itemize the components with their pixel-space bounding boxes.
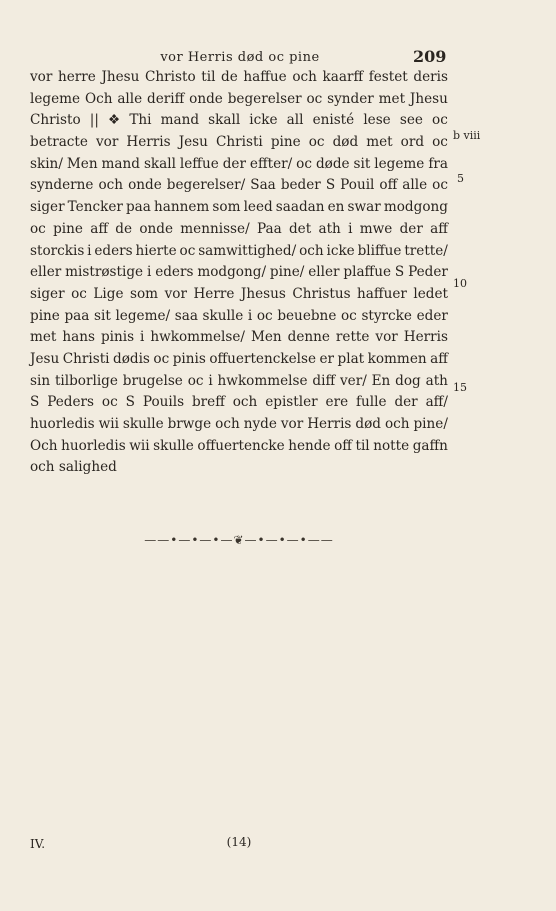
text-line: pine paa sit legeme/ saa skulle i oc beuebne oc styrcke eder [30,307,448,324]
folio-number: (14) [226,835,252,849]
line-number-10: 10 [453,277,467,290]
text-line: oc pine aff de onde mennisse/ Paa det ath i mwe der aff [30,220,448,237]
text-line: eller mistrøstige i eders modgong/ pine/ eller plaffue S Peder [30,264,448,281]
body-text [30,67,448,479]
margin-reference: b viii [453,129,481,142]
text-line: Och huorledis wii skulle offuertencke hende off til notte gaffn [30,437,448,454]
ornament-divider: ——•—•—•—❦—•—•—•—— [144,533,334,547]
text-line: synderne och onde begerelser/ Saa beder S Pouil off alle oc [30,177,448,194]
running-head: vor Herris død oc pine [160,50,320,65]
text-line: S Peders oc S Pouils breff och epistler ere fulle der aff/ [30,394,448,411]
text-line: siger oc Lige som vor Herre Jhesus Christus haffuer ledet [30,285,448,302]
text-line: betracte vor Herris Jesu Christi pine oc død met ord oc [30,134,448,151]
text-line: storckis i eders hierte oc samwittighed/ och icke bliffue trette/ [30,242,448,259]
text-line: met hans pinis i hwkommelse/ Men denne rette vor Herris [30,329,448,346]
text-line: Jesu Christi dødis oc pinis offuertenckelse er plat kommen aff [30,350,448,367]
text-line: legeme Och alle deriff onde begerelser oc synder met Jhesu [30,90,448,107]
signature-mark: IV. [30,837,46,851]
text-line: huorledis wii skulle brwge och nyde vor Herris død och pine/ [30,416,448,432]
line-number-15: 15 [453,381,467,394]
text-line: och salighed [30,459,117,476]
text-line: Christo || ❖ Thi mand skall icke all enisté lese see oc [30,112,448,129]
text-line: siger Tencker paa hannem som leed saadan en swar modgong [30,199,448,216]
text-line: skin/ Men mand skall leffue der effter/ oc døde sit legeme fra [30,155,448,172]
text-line: vor herre Jhesu Christo til de haffue och kaarff festet deris [30,69,448,85]
page-number: 209 [413,47,447,66]
text-line: sin tilborlige brugelse oc i hwkommelse diff ver/ En dog ath [30,372,448,389]
line-number-5: 5 [457,172,464,185]
